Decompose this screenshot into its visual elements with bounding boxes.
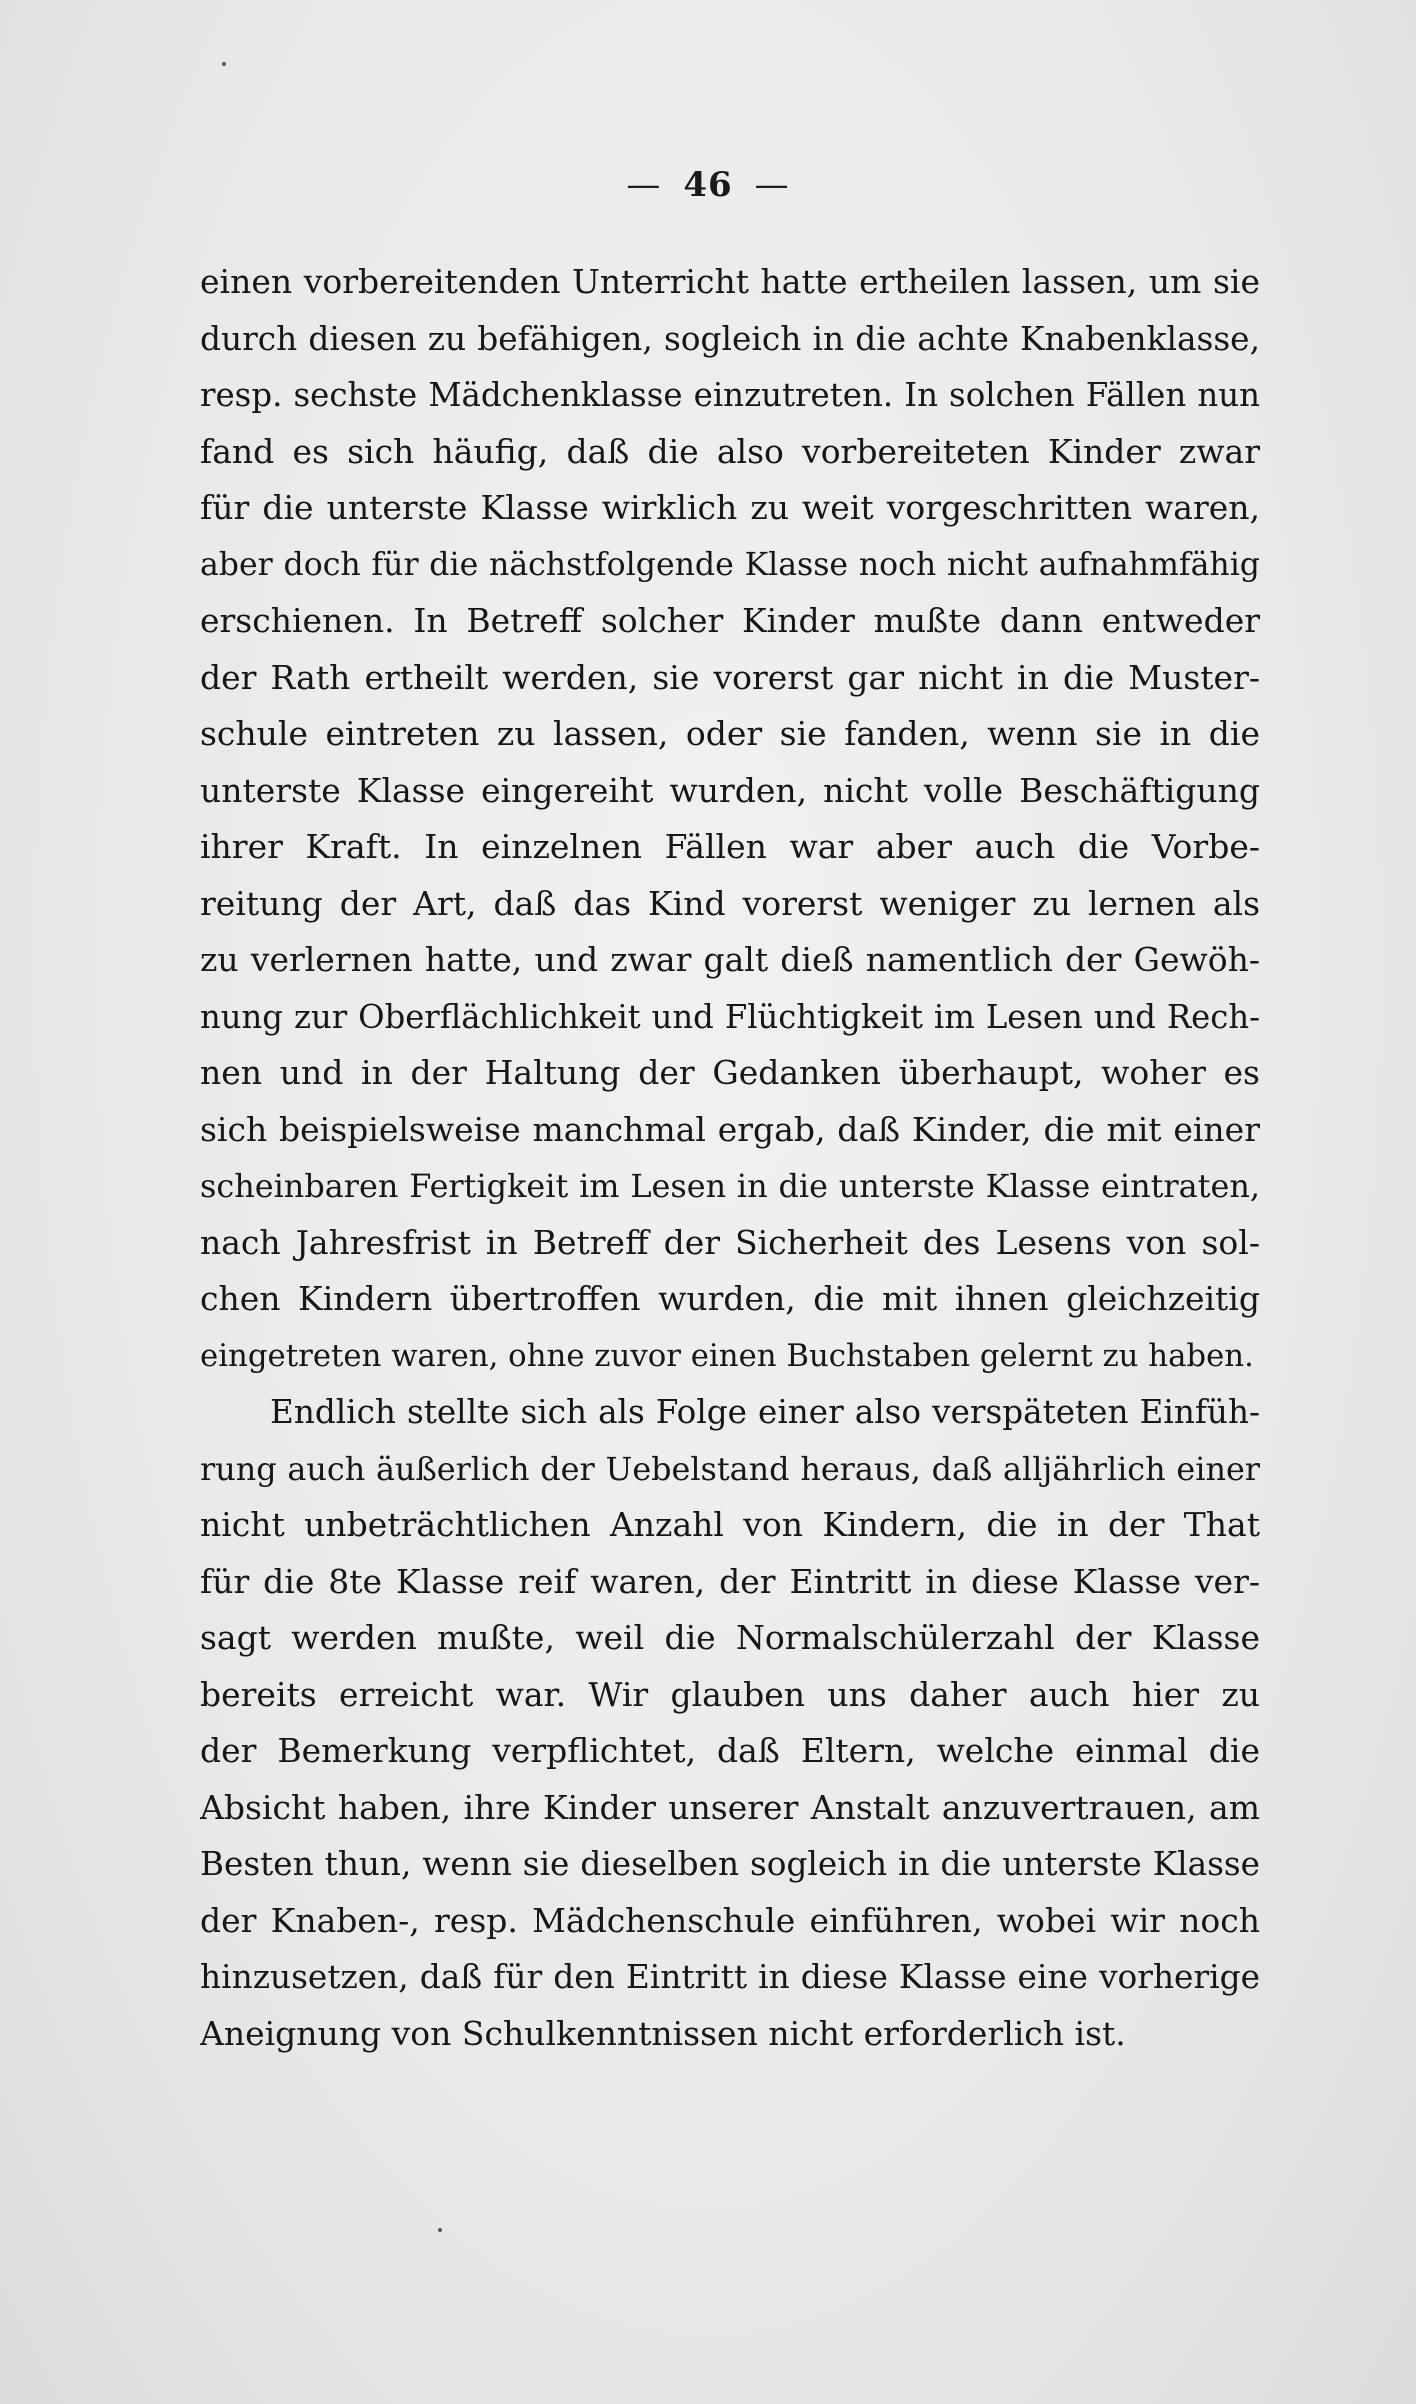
text-line: nach Jahresfrist in Betreff der Sicherheit des Lesens von sol- xyxy=(200,1222,1260,1262)
text-line: der Knaben-, resp. Mädchenschule einführen, wobei wir noch xyxy=(200,1900,1260,1940)
text-line: nung zur Oberflächlichkeit und Flüchtigkeit im Lesen und Rech- xyxy=(200,997,1260,1036)
text-line: Absicht haben, ihre Kinder unserer Anstalt anzuvertrauen, am xyxy=(200,1787,1260,1827)
text-line: zu verlernen hatte, und zwar galt dieß namentlich der Gewöh- xyxy=(200,940,1260,979)
text-line: schule eintreten zu lassen, oder sie fanden, wenn sie in die xyxy=(200,714,1260,753)
text-line: bereits erreicht war. Wir glauben uns daher auch hier zu xyxy=(200,1674,1260,1714)
text-line: reitung der Art, daß das Kind vorerst weniger zu lernen als xyxy=(200,883,1260,923)
text-line: einen vorbereitenden Unterricht hatte ertheilen lassen, um sie xyxy=(200,262,1260,301)
text-line: durch diesen zu befähigen, sogleich in die achte Knabenklasse, xyxy=(200,319,1260,358)
text-line: sich beispielsweise manchmal ergab, daß Kinder, die mit einer xyxy=(200,1109,1260,1149)
text-line: für die unterste Klasse wirklich zu weit vorgeschritten waren, xyxy=(200,488,1260,527)
text-line: nen und in der Haltung der Gedanken überhaupt, woher es xyxy=(200,1053,1260,1092)
text-line: hinzusetzen, daß für den Eintritt in diese Klasse eine vorherige xyxy=(200,1958,1260,1996)
text-line: sagt werden mußte, weil die Normalschülerzahl der Klasse xyxy=(200,1618,1260,1657)
text-line: ihrer Kraft. In einzelnen Fällen war aber auch die Vorbe- xyxy=(200,827,1260,866)
text-line: scheinbaren Fertigkeit im Lesen in die unterste Klasse eintraten, xyxy=(200,1167,1260,1205)
paper-speck xyxy=(438,2228,442,2232)
header-dash-left: — xyxy=(626,165,662,205)
text-line: chen Kindern übertroffen wurden, die mit ihnen gleichzeitig xyxy=(200,1279,1260,1318)
page-header xyxy=(0,165,1416,225)
header-dash-right: — xyxy=(754,165,790,205)
page-number: 46 xyxy=(683,165,733,205)
text-line: der Bemerkung verpflichtet, daß Eltern, welche einmal die xyxy=(200,1731,1260,1770)
text-line: nicht unbeträchtlichen Anzahl von Kindern, die in der That xyxy=(200,1505,1260,1544)
paper-speck xyxy=(222,62,226,66)
text-line: Aneignung von Schulkenntnissen nicht erforderlich ist. xyxy=(200,2013,1126,2053)
body-text xyxy=(200,254,1260,2062)
text-line: Endlich stellte sich als Folge einer also verspäteten Einfüh- xyxy=(270,1393,1260,1431)
text-line: eingetreten waren, ohne zuvor einen Buchstaben gelernt zu haben. xyxy=(200,1337,1254,1374)
text-line: unterste Klasse eingereiht wurden, nicht volle Beschäftigung xyxy=(200,770,1260,810)
text-line: rung auch äußerlich der Uebelstand heraus, daß alljährlich einer xyxy=(200,1449,1260,1488)
text-line: aber doch für die nächstfolgende Klasse noch nicht aufnahmfähig xyxy=(200,546,1260,583)
text-line: Besten thun, wenn sie dieselben sogleich in die unterste Klasse xyxy=(200,1845,1260,1883)
text-line: für die 8te Klasse reif waren, der Eintritt in diese Klasse ver- xyxy=(200,1561,1260,1601)
text-line: der Rath ertheilt werden, sie vorerst gar nicht in die Muster- xyxy=(200,657,1260,697)
text-line: resp. sechste Mädchenklasse einzutreten. In solchen Fällen nun xyxy=(200,376,1260,414)
text-line: fand es sich häufig, daß die also vorbereiteten Kinder zwar xyxy=(200,431,1260,471)
text-line: erschienen. In Betreff solcher Kinder mußte dann entweder xyxy=(200,601,1260,640)
